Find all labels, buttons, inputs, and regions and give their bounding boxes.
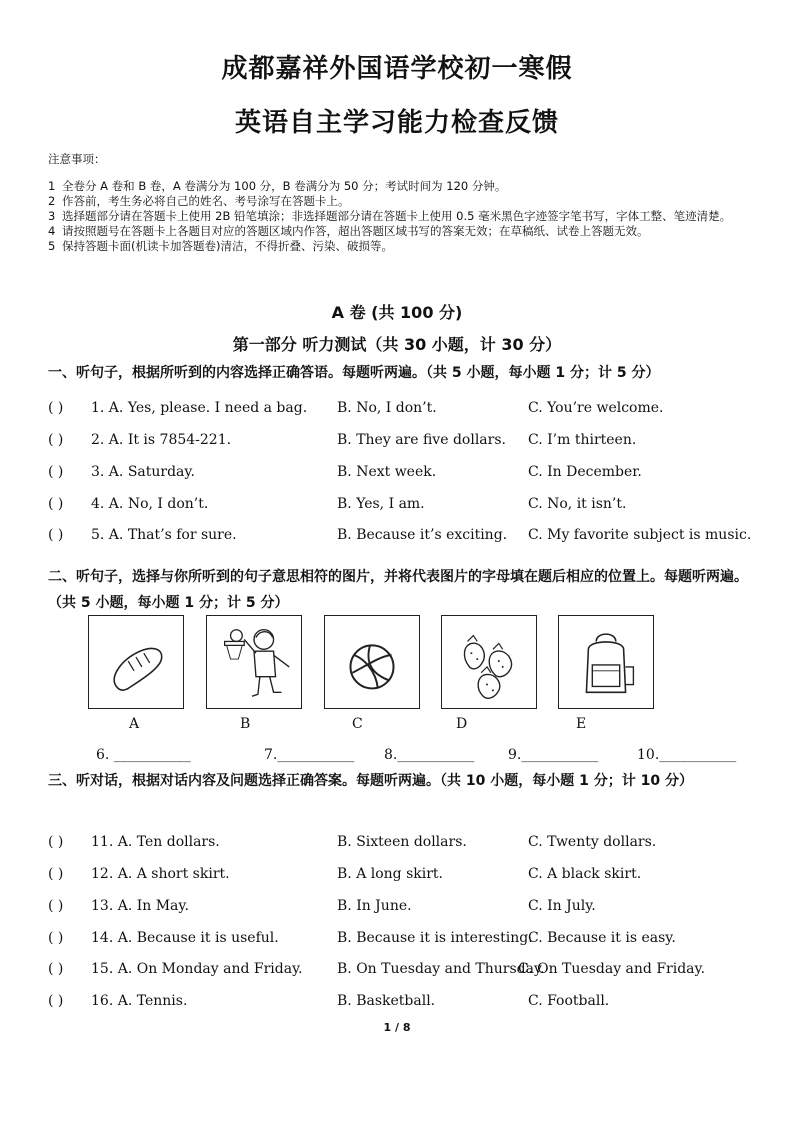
notes-heading: 注意事项： — [48, 152, 106, 166]
note-item — [48, 209, 748, 224]
bread-icon — [89, 616, 183, 708]
part-title: 第一部分 听力测试（共 30 小题，计 30 分） — [232, 335, 562, 354]
picture-c — [324, 615, 420, 709]
answer-bracket[interactable]: ( ) — [48, 496, 64, 512]
option-c: C. A black skirt. — [528, 866, 642, 882]
answer-bracket[interactable]: ( ) — [48, 527, 64, 543]
note-number: 3 — [48, 209, 56, 223]
option-a: 2. A. It is 7854-221. — [91, 432, 232, 448]
option-a: 5. A. That’s for sure. — [91, 527, 237, 543]
section3-heading: 三、听对话，根据对话内容及问题选择正确答案。每题听两遍。（共 10 小题，每小题 1 分；计 10 分） — [48, 773, 693, 789]
section1-heading: 一、听句子，根据所听到的内容选择正确答语。每题听两遍。（共 5 小题，每小题 1 分；计 5 分） — [48, 365, 660, 381]
option-a: 12. A. A short skirt. — [91, 866, 230, 882]
option-b: B. Basketball. — [337, 993, 436, 1009]
option-a: 15. A. On Monday and Friday. — [91, 961, 303, 977]
option-b: B. In June. — [337, 898, 412, 914]
option-c: C. On Tuesday and Friday. — [518, 961, 706, 977]
note-number: 4 — [48, 224, 56, 238]
picture-label: B — [240, 716, 251, 732]
option-a: 11. A. Ten dollars. — [91, 834, 220, 850]
option-c: C. Because it is easy. — [528, 930, 676, 946]
strawberries-icon — [442, 616, 536, 708]
option-a: 1. A. Yes, please. I need a bag. — [91, 400, 308, 416]
question-row — [48, 496, 768, 516]
option-c: C. In July. — [528, 898, 596, 914]
picture-b — [206, 615, 302, 709]
answer-bracket[interactable]: ( ) — [48, 993, 64, 1009]
question-row — [48, 400, 768, 420]
option-a: 3. A. Saturday. — [91, 464, 195, 480]
answer-bracket[interactable]: ( ) — [48, 834, 64, 850]
option-c: C. In December. — [528, 464, 642, 480]
note-text: 全卷分 A 卷和 B 卷，A 卷满分为 100 分，B 卷满分为 50 分；考试时间为 120 分钟。 — [62, 179, 507, 193]
answer-bracket[interactable]: ( ) — [48, 464, 64, 480]
option-b: B. They are five dollars. — [337, 432, 506, 448]
question-row — [48, 930, 768, 950]
picture-label: A — [129, 716, 140, 732]
backpack-icon — [559, 616, 653, 708]
option-a: 16. A. Tennis. — [91, 993, 188, 1009]
option-b: B. A long skirt. — [337, 866, 443, 882]
answer-bracket[interactable]: ( ) — [48, 866, 64, 882]
option-b: B. No, I don’t. — [337, 400, 437, 416]
question-row — [48, 834, 768, 854]
option-a: 4. A. No, I don’t. — [91, 496, 209, 512]
note-item — [48, 194, 748, 209]
notes-block — [48, 152, 748, 254]
option-b: B. Because it is interesting. — [337, 930, 533, 946]
section2-heading: 二、听句子，选择与你所听到的句子意思相符的图片，并将代表图片的字母填在题后相应的位置上。每题听两遍。（共 5 小题，每小题 1 分；计 5 分） — [48, 569, 748, 611]
picture-a — [88, 615, 184, 709]
note-number: 2 — [48, 194, 56, 208]
question-row — [48, 527, 768, 547]
option-b: B. Because it’s exciting. — [337, 527, 508, 543]
answer-blank[interactable]: 8.___________ — [384, 747, 475, 763]
option-a: 13. A. In May. — [91, 898, 189, 914]
answer-blank[interactable]: 7.___________ — [264, 747, 355, 763]
note-text: 作答前，考生务必将自己的姓名、考号涂写在答题卡上。 — [62, 194, 350, 208]
option-c: C. Football. — [528, 993, 610, 1009]
question-row — [48, 866, 768, 886]
option-a: 14. A. Because it is useful. — [91, 930, 279, 946]
option-c: C. My favorite subject is music. — [528, 527, 752, 543]
option-c: C. Twenty dollars. — [528, 834, 657, 850]
option-b: B. Yes, I am. — [337, 496, 425, 512]
answer-blank[interactable]: 6. ___________ — [96, 747, 191, 763]
exam-title-line1: 成都嘉祥外国语学校初一寒假 — [221, 54, 573, 84]
question-row — [48, 432, 768, 452]
volleyball-icon — [325, 616, 419, 708]
option-b: B. Next week. — [337, 464, 437, 480]
answer-bracket[interactable]: ( ) — [48, 961, 64, 977]
exam-title-line2: 英语自主学习能力检查反馈 — [234, 108, 559, 138]
question-row — [48, 898, 768, 918]
basketball-player-icon — [207, 616, 301, 708]
note-item — [48, 179, 748, 194]
answer-blank[interactable]: 10.___________ — [637, 747, 737, 763]
page-number: 1 / 8 — [383, 1021, 411, 1034]
note-text: 请按照题号在答题卡上各题目对应的答题区域内作答，超出答题区域书写的答案无效；在草稿纸、试卷上答题无效。 — [62, 224, 649, 238]
option-b: B. On Tuesday and Thursday. — [337, 961, 545, 977]
picture-label: D — [456, 716, 468, 732]
picture-e — [558, 615, 654, 709]
option-b: B. Sixteen dollars. — [337, 834, 467, 850]
note-item — [48, 224, 748, 239]
option-c: C. No, it isn’t. — [528, 496, 627, 512]
answer-bracket[interactable]: ( ) — [48, 898, 64, 914]
note-text: 保持答题卡面(机读卡加答题卷)清洁，不得折叠、污染、破损等。 — [62, 239, 393, 253]
question-row — [48, 993, 768, 1013]
note-item — [48, 239, 748, 254]
answer-bracket[interactable]: ( ) — [48, 930, 64, 946]
question-row — [48, 464, 768, 484]
answer-bracket[interactable]: ( ) — [48, 400, 64, 416]
picture-label: C — [352, 716, 363, 732]
note-number: 1 — [48, 179, 56, 193]
answer-blank[interactable]: 9.___________ — [508, 747, 599, 763]
option-c: C. You’re welcome. — [528, 400, 664, 416]
picture-d — [441, 615, 537, 709]
note-text: 选择题部分请在答题卡上使用 2B 铅笔填涂；非选择题部分请在答题卡上使用 0.5 毫米黑色字迹签字笔书写，字体工整、笔迹清楚。 — [62, 209, 732, 223]
picture-label: E — [576, 716, 587, 732]
volume-title: A 卷 (共 100 分) — [331, 303, 463, 322]
question-row — [48, 961, 768, 981]
answer-bracket[interactable]: ( ) — [48, 432, 64, 448]
option-c: C. I’m thirteen. — [528, 432, 637, 448]
note-number: 5 — [48, 239, 56, 253]
